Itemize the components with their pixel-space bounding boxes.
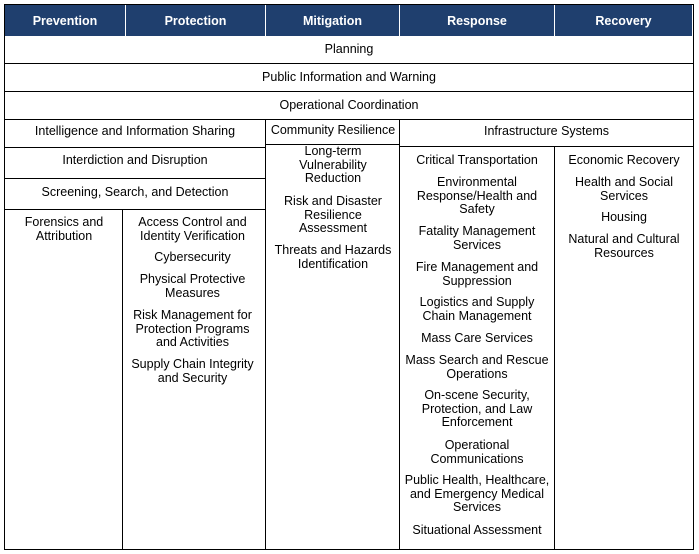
header-recovery: Recovery — [555, 5, 693, 36]
divider-response-recovery — [554, 146, 555, 550]
response-item: Mass Search and Rescue Operations — [405, 353, 549, 381]
protection-item: Cybersecurity — [154, 250, 231, 264]
prevention-item: Forensics and Attribution — [24, 215, 104, 243]
mitigation-item: Threats and Hazards Identification — [274, 243, 392, 271]
mitigation-item-community-resilience: Community Resilience — [270, 123, 396, 137]
divider-protection-mitigation — [265, 120, 266, 550]
common-row-operational-coordination: Operational Coordination — [5, 92, 693, 120]
response-item: Fire Management and Suppression — [415, 260, 539, 288]
mitigation-item: Risk and Disaster Resilience Assessment — [284, 194, 382, 236]
core-capabilities-table — [4, 4, 694, 550]
header-mitigation: Mitigation — [266, 5, 400, 36]
protection-item: Risk Management for Protection Programs and Activities — [133, 308, 252, 350]
common-row-public-info: Public Information and Warning — [5, 64, 693, 92]
recovery-item: Economic Recovery — [568, 153, 680, 167]
response-item: Fatality Management Services — [418, 224, 536, 252]
header-protection: Protection — [126, 5, 266, 36]
mitigation-item: Long-term Vulnerability Reduction — [299, 144, 367, 186]
response-item: Public Health, Healthcare, and Emergency Medical Services — [404, 473, 550, 515]
response-item: On-scene Security, Protection, and Law Enforcement — [421, 388, 533, 430]
divider-rr — [400, 146, 693, 147]
span-infrastructure-systems: Infrastructure Systems — [483, 124, 610, 138]
protection-item: Access Control and Identity Verification — [138, 215, 247, 243]
divider-mitigation-response — [399, 120, 400, 550]
divider-pp-1 — [5, 147, 265, 148]
response-item: Logistics and Supply Chain Management — [419, 295, 535, 323]
response-item: Critical Transportation — [416, 153, 538, 167]
span-screening-search: Screening, Search, and Detection — [41, 185, 229, 199]
response-item: Operational Communications — [430, 438, 524, 466]
protection-item: Supply Chain Integrity and Security — [131, 357, 254, 385]
divider-pp-2 — [5, 178, 265, 179]
span-intelligence-sharing: Intelligence and Information Sharing — [34, 124, 236, 138]
recovery-item: Housing — [601, 210, 647, 224]
response-item: Situational Assessment — [412, 523, 542, 537]
divider-prevention-protection — [122, 209, 123, 550]
recovery-item: Natural and Cultural Resources — [568, 232, 680, 260]
header-prevention: Prevention — [5, 5, 126, 36]
response-item: Environmental Response/Health and Safety — [416, 175, 538, 217]
common-row-planning: Planning — [5, 36, 693, 64]
protection-item: Physical Protective Measures — [139, 272, 246, 300]
divider-pp-3 — [5, 209, 265, 210]
response-item: Mass Care Services — [421, 331, 533, 345]
recovery-item: Health and Social Services — [575, 175, 673, 203]
header-response: Response — [400, 5, 555, 36]
span-interdiction-disruption: Interdiction and Disruption — [62, 153, 208, 167]
